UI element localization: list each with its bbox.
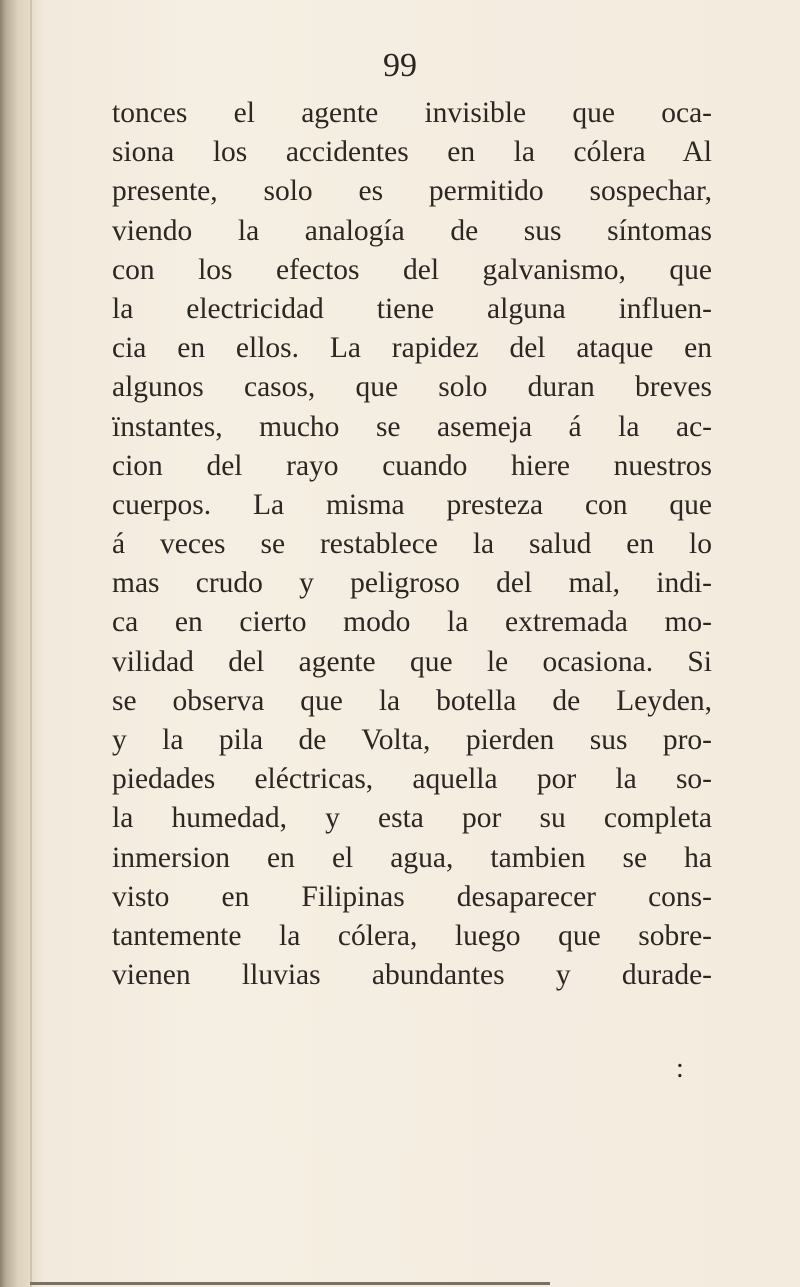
text-line: tantemente la cólera, luego que sobre- [112,919,712,952]
text-line: ïnstantes, mucho se asemeja á la ac- [112,410,712,443]
text-line: vilidad del agente que le ocasiona. Si [112,645,712,678]
text-line: y la pila de Volta, pierden sus pro- [112,724,712,756]
text-line: visto en Filipinas desaparecer cons- [112,880,712,913]
text-line: cia en ellos. La rapidez del ataque en [112,332,712,365]
text-line: cion del rayo cuando hiere nuestros [112,449,712,482]
text-line: mas crudo y peligroso del mal, indi- [112,567,712,600]
binding-gutter [0,0,44,1287]
text-line: inmersion en el agua, tambien se ha [112,841,712,874]
text-line: siona los accidentes en la cólera Al [112,136,712,169]
text-line: viendo la analogía de sus síntomas [112,214,712,247]
signature-mark: : [676,1053,684,1084]
text-line: la humedad, y esta por su completa [112,802,712,835]
text-line: algunos casos, que solo duran breves [112,371,712,404]
text-line: presente, solo es permitido sospechar, [112,175,712,208]
text-line: vienen lluvias abundantes y durade- [112,959,712,992]
text-line: se observa que la botella de Leyden, [112,684,712,717]
text-line: ca en cierto modo la extremada mo- [112,606,712,639]
text-line: la electricidad tiene alguna influen- [112,292,712,325]
text-line: con los efectos del galvanismo, que [112,253,712,286]
page-number: 99 [383,47,417,84]
text-line: tonces el agente invisible que oca- [112,97,712,129]
text-line: á veces se restablece la salud en lo [112,528,712,561]
text-line: cuerpos. La misma presteza con que [112,488,712,521]
text-line: piedades eléctricas, aquella por la so- [112,763,712,796]
gutter-line [30,0,32,1287]
body-text [112,94,712,995]
bottom-rule [30,1282,550,1285]
